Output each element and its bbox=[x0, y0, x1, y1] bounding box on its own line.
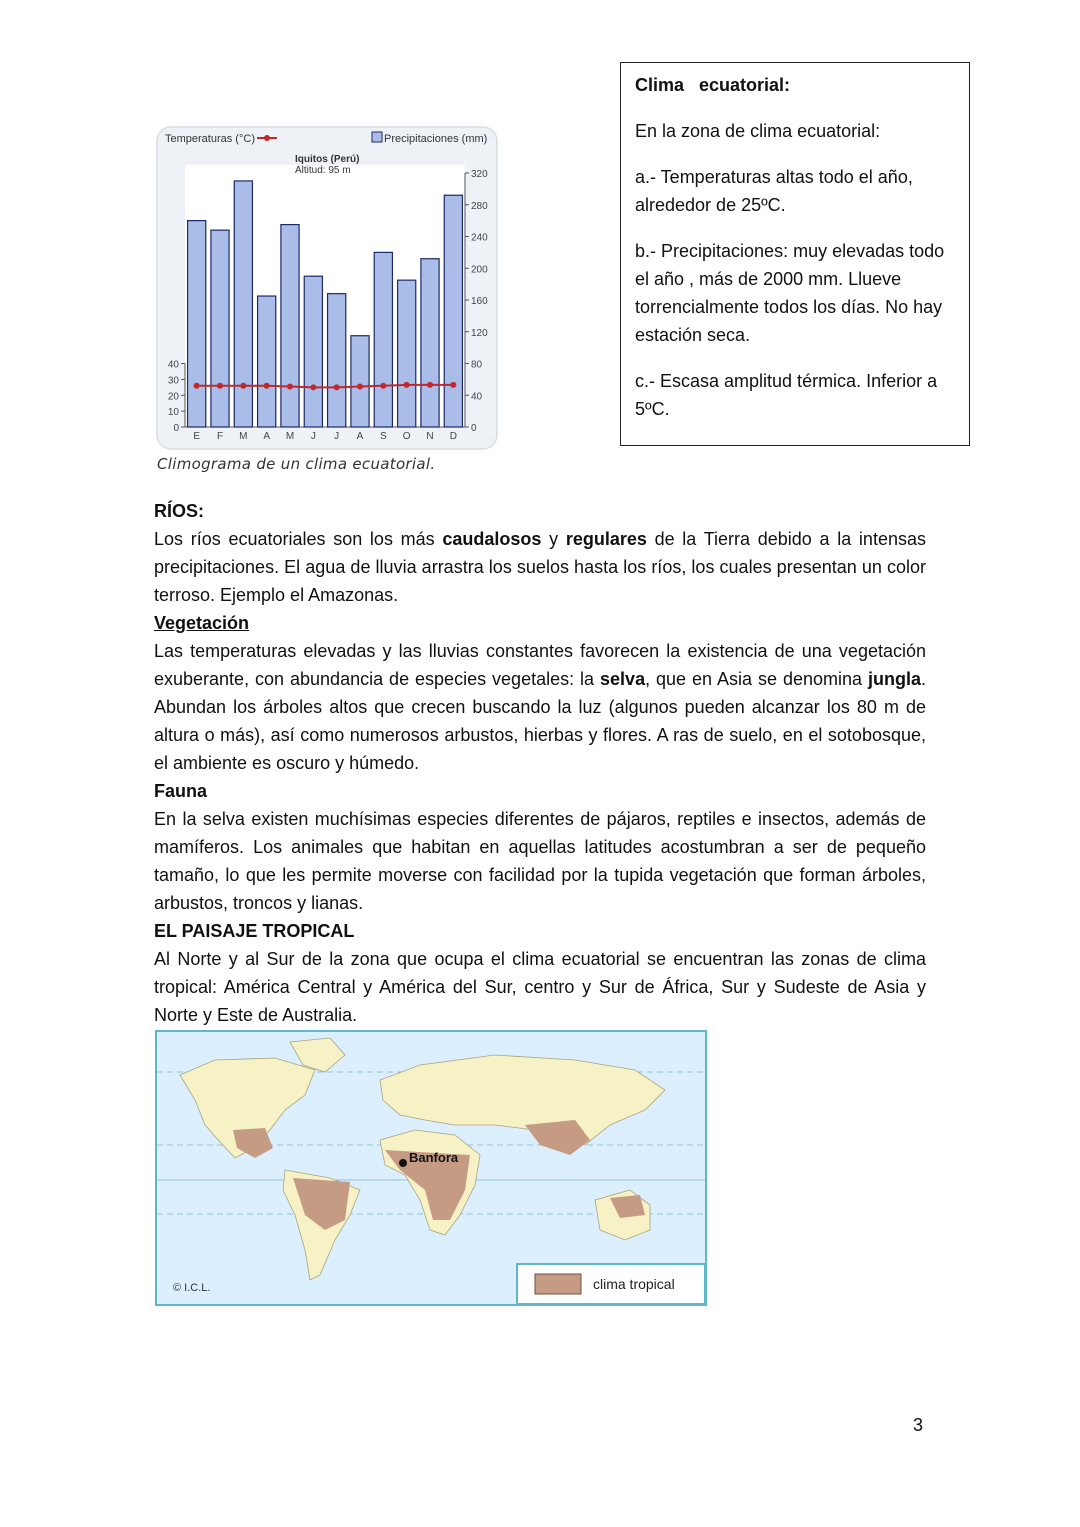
month-label: S bbox=[379, 431, 387, 442]
right-tick-label: 160 bbox=[471, 296, 488, 307]
chart-subtitle: Altitud: 95 m bbox=[295, 165, 351, 176]
month-label: F bbox=[216, 431, 224, 442]
banfora-label: Banfora bbox=[409, 1150, 459, 1165]
vegetacion-text-start: Las temperaturas elevadas y las lluvias constantes favorecen la existencia de una vegetación exuberante, con abundancia de especies vegetales: la bbox=[154, 641, 926, 689]
rios-bold-regulares: regulares bbox=[565, 529, 647, 549]
month-label: M bbox=[285, 431, 295, 442]
temp-point bbox=[357, 384, 363, 390]
vegetacion-text-end: . Abundan los árboles altos que crecen buscando la luz (algunos pueden alcanzar los 80 m de altura o más), así como numerosos arbustos, hierbas y flores. A ras de suelo, en el sotobosque, el ambiente es oscuro y húmedo. bbox=[154, 669, 927, 773]
info-box-title: Clima ecuatorial: bbox=[635, 75, 791, 95]
month-label: N bbox=[426, 431, 434, 442]
body-text bbox=[154, 497, 926, 1029]
temp-point bbox=[287, 384, 293, 390]
precip-bar bbox=[328, 294, 346, 427]
precip-bar bbox=[351, 336, 369, 427]
page-number: 3 bbox=[913, 1415, 924, 1435]
precip-bar bbox=[374, 252, 392, 427]
info-box-item-c: c.- Escasa amplitud térmica. Inferior a 5ºC. bbox=[635, 371, 938, 419]
temp-point bbox=[310, 384, 316, 390]
left-tick-label: 40 bbox=[167, 359, 179, 371]
temp-point bbox=[264, 383, 270, 389]
month-label: A bbox=[263, 431, 271, 442]
month-label: J bbox=[334, 431, 340, 442]
world-map bbox=[155, 1030, 707, 1306]
climograph-svg bbox=[155, 125, 500, 455]
info-box bbox=[620, 62, 970, 446]
info-box-intro: En la zona de clima ecuatorial: bbox=[635, 121, 881, 141]
temp-point bbox=[240, 383, 246, 389]
temp-point bbox=[217, 383, 223, 389]
world-map-svg bbox=[155, 1030, 707, 1306]
temp-point bbox=[334, 384, 340, 390]
info-box-item-a: a.- Temperaturas altas todo el año, alrededor de 25ºC. bbox=[635, 167, 913, 215]
right-tick-label: 320 bbox=[471, 169, 488, 180]
fauna-heading: Fauna bbox=[154, 781, 208, 801]
rios-text-start: Los ríos ecuatoriales son los más bbox=[154, 529, 443, 549]
vegetacion-bold-jungla: jungla bbox=[868, 669, 921, 689]
right-tick-label: 80 bbox=[471, 359, 483, 371]
vegetacion-text-mid: , que en Asia se denomina bbox=[645, 669, 868, 689]
left-tick-label: 30 bbox=[167, 375, 179, 387]
rios-text-mid: y bbox=[541, 529, 566, 549]
temp-point bbox=[194, 383, 200, 389]
right-tick-label: 0 bbox=[471, 423, 477, 434]
rios-bold-caudalosos: caudalosos bbox=[442, 529, 542, 549]
left-tick-label: 0 bbox=[173, 423, 179, 434]
precip-bar bbox=[398, 280, 416, 427]
precip-bar bbox=[258, 296, 276, 427]
month-label: E bbox=[193, 431, 201, 442]
month-label: J bbox=[310, 431, 316, 442]
right-tick-label: 120 bbox=[471, 327, 488, 339]
vegetacion-heading: Vegetación bbox=[154, 613, 250, 633]
precip-bar bbox=[444, 195, 462, 427]
right-tick-label: 240 bbox=[471, 232, 488, 244]
vegetacion-paragraph bbox=[154, 637, 926, 777]
precip-bar bbox=[304, 276, 322, 427]
temp-point bbox=[450, 382, 456, 388]
left-tick-label: 10 bbox=[167, 407, 179, 419]
month-label: M bbox=[239, 431, 248, 442]
legend-temp-label: Temperaturas (°C) bbox=[165, 133, 255, 145]
legend-precip-label: Precipitaciones (mm) bbox=[384, 133, 488, 145]
month-label: A bbox=[356, 431, 364, 442]
chart-title: Iquitos (Perú) bbox=[295, 154, 360, 165]
map-legend-swatch bbox=[535, 1274, 581, 1294]
temp-point bbox=[380, 383, 386, 389]
right-tick-label: 200 bbox=[471, 264, 488, 276]
precip-bar bbox=[188, 221, 206, 427]
map-copyright: © I.C.L. bbox=[173, 1282, 211, 1294]
tropical-paragraph: Al Norte y al Sur de la zona que ocupa el clima ecuatorial se encuentran las zonas de clima tropical: América Central y América del Sur, centro y Sur de África, Sur y Sudeste de Asia y Norte y Este de Australia. bbox=[154, 949, 926, 1025]
right-tick-label: 40 bbox=[471, 391, 483, 403]
climograph bbox=[155, 125, 500, 475]
precip-bar bbox=[234, 181, 252, 427]
tropical-heading: EL PAISAJE TROPICAL bbox=[154, 921, 355, 941]
right-tick-label: 280 bbox=[471, 200, 488, 212]
fauna-paragraph: En la selva existen muchísimas especies diferentes de pájaros, reptiles e insectos, además de mamíferos. Los animales que habitan en aquellas latitudes acostumbran a ser de pequeño tamaño, lo que les permite moverse con facilidad por la tupida vegetación que forman árboles, arbustos, troncos y lianas. bbox=[154, 809, 926, 913]
rios-heading: RÍOS: bbox=[154, 501, 205, 521]
precip-bar bbox=[421, 259, 439, 427]
rios-text-end: de la Tierra debido a la intensas precipitaciones. El agua de lluvia arrastra los suelos hasta los ríos, los cuales presentan un color terroso. Ejemplo el Amazonas. bbox=[154, 529, 926, 605]
legend-precip-swatch bbox=[372, 132, 382, 142]
chart-caption: Climograma de un clima ecuatorial. bbox=[157, 455, 436, 473]
vegetacion-bold-selva: selva bbox=[600, 669, 646, 689]
precip-bar bbox=[211, 230, 229, 427]
map-legend-label: clima tropical bbox=[593, 1276, 675, 1292]
info-box-item-b: b.- Precipitaciones: muy elevadas todo el año , más de 2000 mm. Llueve torrencialmente todos los días. No hay estación seca. bbox=[635, 241, 945, 345]
rios-paragraph bbox=[154, 525, 926, 609]
month-label: D bbox=[449, 431, 457, 442]
temp-point bbox=[427, 382, 433, 388]
temp-point bbox=[404, 382, 410, 388]
legend-temp-dot bbox=[264, 135, 270, 141]
banfora-marker bbox=[399, 1159, 407, 1167]
month-label: O bbox=[402, 431, 411, 442]
left-tick-label: 20 bbox=[167, 391, 179, 403]
precip-bar bbox=[281, 225, 299, 427]
